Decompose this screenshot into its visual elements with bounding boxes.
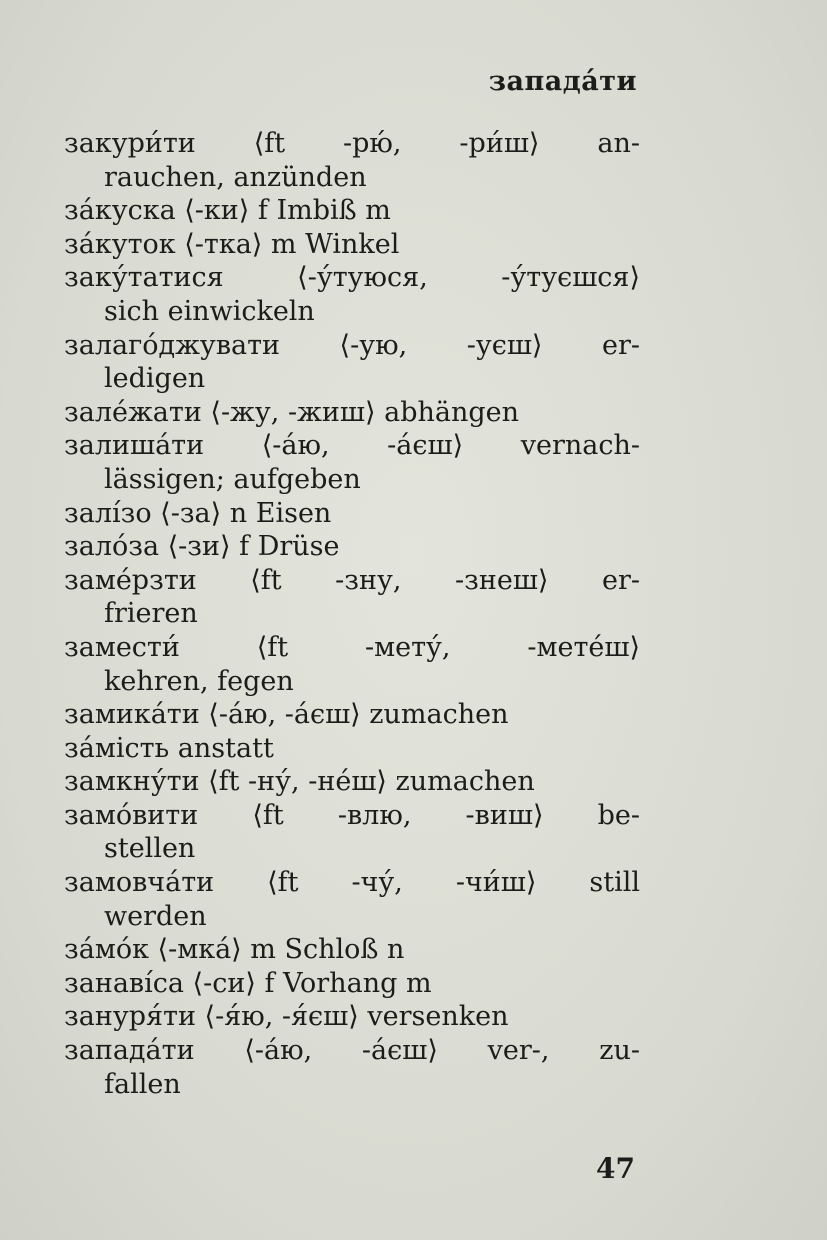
running-headword: западáти — [488, 66, 637, 97]
entry-line: зáмість anstatt — [64, 732, 274, 764]
entry-continuation-line: stellen — [104, 833, 196, 865]
entry-line: зáкуток ⟨-тка⟩ m Winkel — [64, 228, 400, 260]
entry-line: залéжати ⟨-жу, -жиш⟩ abhängen — [64, 396, 520, 428]
entry-continuation-line: rauchen, anzünden — [104, 161, 367, 193]
dictionary-entry — [64, 967, 640, 1001]
dictionary-entry — [64, 429, 640, 496]
dictionary-entry — [64, 698, 640, 732]
entry-continuation-line: ledigen — [104, 363, 206, 395]
dictionary-entry — [64, 497, 640, 531]
entry-continuation-line: fallen — [104, 1068, 181, 1100]
dictionary-entry — [64, 530, 640, 564]
entry-line: залі́зо ⟨-за⟩ n Eisen — [64, 497, 332, 529]
entry-line: замéрзти ⟨ft -зну, -знеш⟩ er- — [64, 564, 640, 596]
entry-line: замикáти ⟨-áю, -áєш⟩ zumachen — [64, 699, 509, 731]
entry-line: закури́ти ⟨ft -рю́, -ри́ш⟩ an- — [64, 128, 640, 159]
entry-continuation-line: werden — [104, 900, 207, 932]
dictionary-entry — [64, 261, 640, 328]
entry-line: замóвити ⟨ft -влю, -виш⟩ be- — [64, 799, 640, 831]
dictionary-entry — [64, 564, 640, 631]
entry-line: замовчáти ⟨ft -чу́, -чи́ш⟩ still — [64, 867, 640, 899]
dictionary-entry — [64, 933, 640, 967]
entry-line: замести́ ⟨ft -мету́, -метéш⟩ — [64, 631, 640, 663]
entry-line: зануря́ти ⟨-я́ю, -я́єш⟩ versenken — [64, 1001, 509, 1033]
entry-list — [64, 127, 640, 1101]
dictionary-entry — [64, 329, 640, 396]
entry-line: западáти ⟨-áю, -áєш⟩ ver-, zu- — [64, 1035, 640, 1067]
dictionary-entry — [64, 631, 640, 698]
entry-line: замкну́ти ⟨ft -ну́, -нéш⟩ zumachen — [64, 766, 535, 798]
dictionary-entry — [64, 732, 640, 766]
dictionary-entry — [64, 765, 640, 799]
entry-line: залишáти ⟨-áю, -áєш⟩ vernach- — [64, 430, 640, 462]
dictionary-entry — [64, 866, 640, 933]
dictionary-entry — [64, 1000, 640, 1034]
dictionary-entry — [64, 127, 640, 194]
entry-continuation-line: kehren, fegen — [104, 665, 294, 697]
entry-line: залагóджувати ⟨-ую, -уєш⟩ er- — [64, 329, 640, 361]
dictionary-entry — [64, 194, 640, 228]
entry-continuation-line: sich einwickeln — [104, 295, 315, 327]
entry-line: заку́татися ⟨-у́туюся, -у́туєшся⟩ — [64, 262, 640, 294]
dictionary-entry — [64, 396, 640, 430]
entry-line: зáмóк ⟨-мкá⟩ m Schloß n — [64, 934, 405, 966]
entry-line: зáкуска ⟨-ки⟩ f Imbiß m — [64, 195, 391, 227]
entry-line: залóза ⟨-зи⟩ f Drüse — [64, 531, 340, 563]
entry-continuation-line: frieren — [104, 598, 198, 630]
entry-line: занаві́са ⟨-си⟩ f Vorhang m — [64, 967, 432, 999]
entry-continuation-line: lässigen; aufgeben — [104, 463, 361, 495]
dictionary-entry — [64, 1034, 640, 1101]
dictionary-entry — [64, 799, 640, 866]
dictionary-entry — [64, 228, 640, 262]
page-number: 47 — [596, 1152, 635, 1185]
